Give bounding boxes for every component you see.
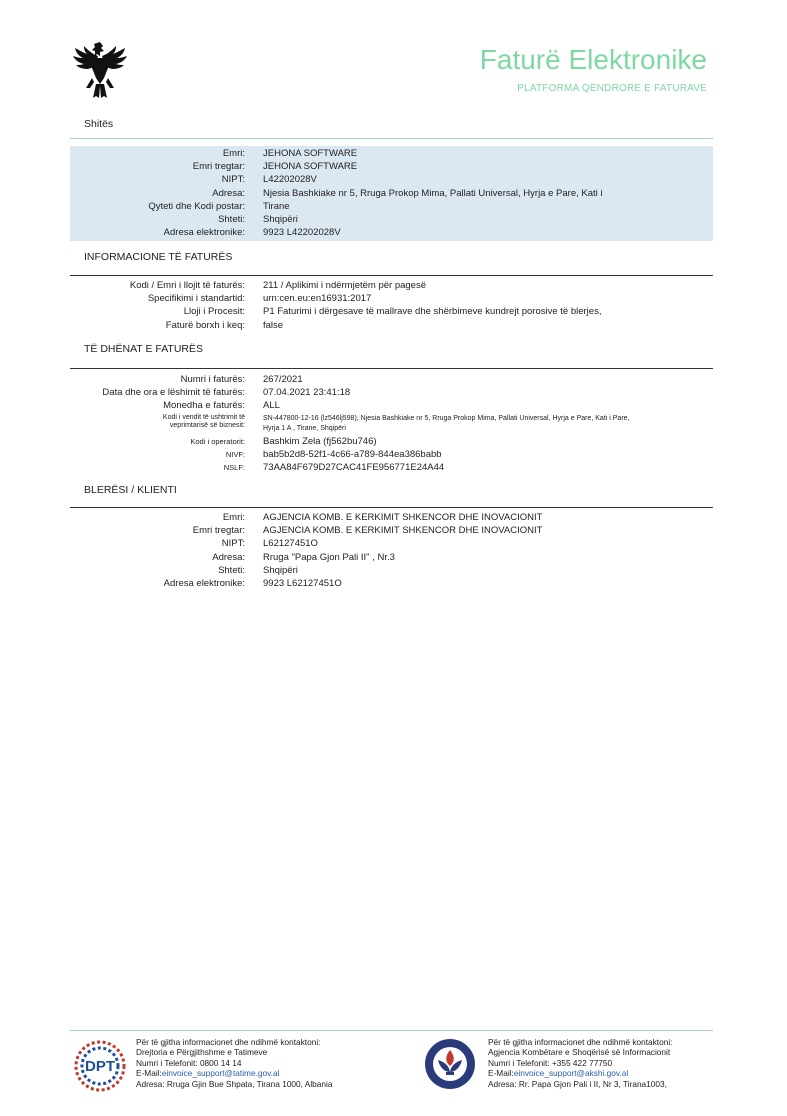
- business-unit-value-line2: Hyrja 1 A , Tirane, Shqipëri: [263, 424, 346, 432]
- footer-text: Agjencia Kombëtare e Shoqërisë së Informacionit: [488, 1047, 671, 1058]
- field-label: Specifikimi i standartid:: [147, 293, 245, 305]
- invoice-info-section-title: INFORMACIONE TË FATURËS: [84, 251, 233, 263]
- field-label: Emri:: [222, 148, 245, 159]
- field-value: 07.04.2021 23:41:18: [263, 387, 351, 399]
- info-row: [70, 461, 713, 474]
- field-value: Rruga "Papa Gjon Pali II" , Nr.3: [263, 551, 395, 563]
- business-unit-value-line1: SN-447800-12-16 (lz546lj598), Njesia Bashkiake nr 5, Rruga Prokop Mima, Pallati Universal, Hyrja e Pare, Kati i Pare,: [263, 414, 630, 422]
- field-value: P1 Faturimi i dërgesave të mallrave dhe shërbimeve kundrejt porosive të blerjes,: [263, 306, 602, 318]
- field-value: L62127451O: [263, 538, 318, 550]
- footer-text: Numri i Telefonit: +355 422 77750: [488, 1057, 613, 1068]
- info-row: [70, 564, 713, 577]
- field-value: Tirane: [263, 200, 290, 212]
- field-value: false: [263, 319, 284, 331]
- field-label: NIPT:: [221, 538, 245, 550]
- field-label: Qyteti dhe Kodi postar:: [148, 200, 245, 212]
- info-row: [70, 305, 713, 318]
- divider: [70, 507, 713, 508]
- field-value: 9923 L42202028V: [263, 227, 341, 239]
- email-label: E-Mail:: [488, 1068, 514, 1079]
- info-row: [70, 200, 713, 213]
- field-value: urn:cen.eu:en16931:2017: [263, 293, 372, 305]
- field-value: L42202028V: [263, 174, 317, 186]
- info-row: [70, 187, 713, 200]
- footer-email-line: [488, 1068, 672, 1078]
- eagle-emblem-icon: [72, 38, 128, 102]
- field-label: Shteti:: [218, 564, 245, 576]
- field-label: Numri i faturës:: [180, 374, 245, 385]
- field-value: 267/2021: [263, 374, 303, 385]
- info-row: [70, 399, 713, 412]
- field-label: Adresa elektronike:: [163, 227, 245, 239]
- invoice-info-block: [70, 279, 713, 332]
- info-row: [70, 386, 713, 399]
- footer-text: Adresa: Rruga Gjin Bue Shpata, Tirana 1000, Albania: [136, 1078, 333, 1089]
- business-unit-row: [70, 413, 713, 433]
- field-value: 211 / Aplikimi i ndërmjetëm për pagesë: [263, 280, 426, 291]
- field-label: Data dhe ora e lëshimit të faturës:: [102, 387, 245, 399]
- footer-contact-right: [488, 1037, 672, 1089]
- divider: [70, 368, 713, 369]
- info-row: [70, 551, 713, 564]
- field-label: Adresa:: [212, 551, 245, 563]
- footer-text: Drejtoria e Përgjithshme e Tatimeve: [136, 1047, 268, 1058]
- buyer-section-title: BLERËSI / KLIENTI: [84, 484, 177, 496]
- field-label: Lloji i Procesit:: [183, 306, 245, 318]
- info-row: [70, 524, 713, 537]
- footer-text: Për të gjitha informacionet dhe ndihmë kontaktoni:: [136, 1037, 321, 1047]
- info-row: [70, 173, 713, 186]
- field-value: 9923 L62127451O: [263, 577, 342, 589]
- field-label: Faturë borxh i keq:: [165, 319, 245, 331]
- field-label: Adresa:: [212, 187, 245, 199]
- field-value: [263, 414, 713, 433]
- info-row: [70, 435, 713, 448]
- email-link[interactable]: einvoice_support@akshi.gov.al: [513, 1068, 629, 1079]
- info-row: [70, 292, 713, 305]
- info-row: [70, 448, 713, 461]
- field-value: Shqipëri: [263, 564, 298, 576]
- footer-text: Adresa: Rr. Papa Gjon Pali i II, Nr 3, Tirana1003,: [488, 1078, 667, 1089]
- field-label: Emri:: [222, 512, 245, 523]
- buyer-block: [70, 511, 713, 590]
- info-row: [70, 160, 713, 173]
- field-value: bab5b2d8-52f1-4c66-a789-844ea386babb: [263, 448, 442, 460]
- field-value: Bashkim Zela (fj562bu746): [263, 435, 377, 447]
- divider: [70, 138, 713, 139]
- akshi-seal-icon: [424, 1038, 476, 1090]
- info-row: [70, 147, 713, 160]
- footer-contact-left: [136, 1037, 333, 1089]
- email-link[interactable]: einvoice_support@tatime.gov.al: [161, 1068, 280, 1079]
- field-value: Njesia Bashkiake nr 5, Rruga Prokop Mima, Pallati Universal, Hyrja e Pare, Kati i: [263, 187, 603, 199]
- field-value: JEHONA SOFTWARE: [263, 148, 358, 159]
- divider: [70, 275, 713, 276]
- info-row: [70, 373, 713, 386]
- field-value: AGJENCIA KOMB. E KERKIMIT SHKENCOR DHE INOVACIONIT: [263, 512, 543, 523]
- seller-block: [70, 146, 713, 241]
- field-label: Emri tregtar:: [192, 161, 245, 173]
- info-row: [70, 577, 713, 590]
- field-label: Monedha e faturës:: [163, 400, 245, 412]
- info-row: [70, 279, 713, 292]
- info-row: [70, 511, 713, 524]
- footer-text: Numri i Telefonit: 0800 14 14: [136, 1057, 242, 1068]
- field-label: [70, 414, 263, 433]
- field-value: AGJENCIA KOMB. E KERKIMIT SHKENCOR DHE INOVACIONIT: [263, 525, 543, 537]
- footer-email-line: [136, 1068, 333, 1078]
- field-label: Adresa elektronike:: [163, 577, 245, 589]
- dpt-logo-icon: [70, 1038, 130, 1093]
- seller-section-title: Shitës: [84, 118, 114, 130]
- email-label: E-Mail:: [136, 1068, 162, 1079]
- invoice-data-block: [70, 373, 713, 474]
- footer-divider: [70, 1030, 713, 1031]
- document-title: Faturë Elektronike: [479, 44, 707, 75]
- info-row: [70, 319, 713, 332]
- info-row: [70, 213, 713, 226]
- info-row: [70, 537, 713, 550]
- field-label: NIVF:: [225, 449, 245, 459]
- field-label: NIPT:: [221, 174, 245, 186]
- field-label: Shteti:: [218, 213, 245, 225]
- dpt-logo-text: DPT: [85, 1058, 115, 1075]
- field-label: Emri tregtar:: [192, 525, 245, 537]
- invoice-data-section-title: TË DHËNAT E FATURËS: [84, 343, 204, 355]
- field-value: 73AA84F679D27CAC41FE956771E24A44: [263, 461, 445, 473]
- info-row: [70, 226, 713, 239]
- footer-text: Për të gjitha informacionet dhe ndihmë kontaktoni:: [488, 1037, 673, 1047]
- document-subtitle: PLATFORMA QENDRORE E FATURAVE: [517, 83, 707, 94]
- field-label: NSLF:: [223, 462, 245, 472]
- business-unit-label-line1: Kodi i vendit të ushtrimit të: [162, 413, 245, 421]
- field-value: JEHONA SOFTWARE: [263, 161, 358, 173]
- field-value: Shqipëri: [263, 213, 298, 225]
- business-unit-label-line2: veprimtarisë së biznesit:: [169, 422, 245, 430]
- field-value: ALL: [263, 400, 280, 412]
- field-label: Kodi / Emri i llojit të faturës:: [129, 280, 245, 291]
- field-label: Kodi i operatorit:: [190, 436, 245, 446]
